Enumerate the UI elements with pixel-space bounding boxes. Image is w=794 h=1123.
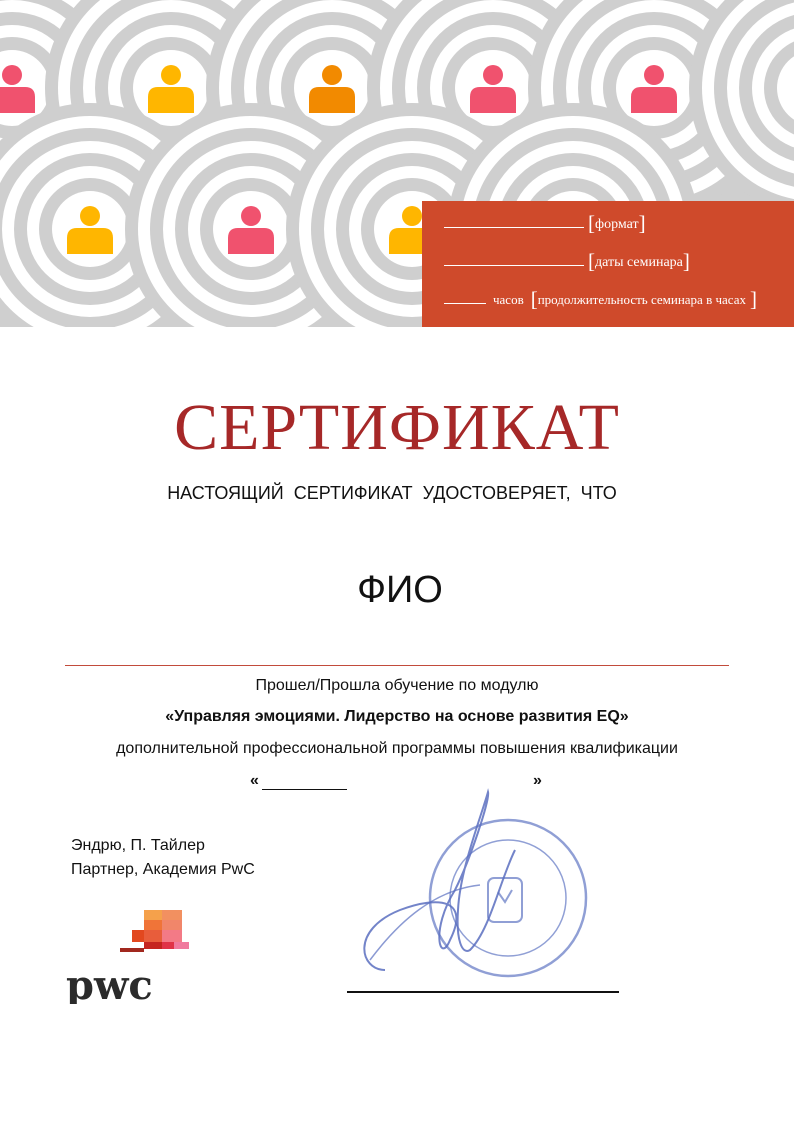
pwc-logo [66, 908, 191, 1009]
signature-line [347, 991, 619, 993]
certificate-title: СЕРТИФИКАТ [174, 391, 620, 464]
hours-label: часов [493, 292, 524, 307]
quote-open: « [250, 772, 259, 789]
signer-title: Партнер, Академия PwC [71, 861, 255, 878]
format-line: [формат] [444, 211, 646, 236]
hours-blank [444, 289, 486, 304]
signature-area [340, 780, 600, 995]
seminar-info-box [422, 201, 794, 327]
recipient-name: ФИО [357, 569, 443, 611]
stamp-seal [340, 780, 600, 990]
signature-scribble [364, 792, 515, 970]
program-text: дополнительной профессиональной программы повышения квалификации [116, 740, 678, 757]
divider [65, 665, 729, 666]
certificate-subtitle: НАСТОЯЩИЙ СЕРТИФИКАТ УДОСТОВЕРЯЕТ, ЧТО [167, 483, 617, 503]
dates-line: [даты семинара] [444, 249, 690, 274]
duration-placeholder: продолжительность семинара в часах [537, 292, 746, 307]
pwc-logo-mark [66, 908, 191, 1004]
duration-line: часов [продолжительность семинара в часах ] [444, 287, 757, 312]
format-placeholder: формат [595, 217, 639, 232]
dates-blank [444, 251, 584, 266]
format-blank [444, 213, 584, 228]
svg-text:pwc: pwc [66, 962, 153, 1004]
program-name-blank [262, 789, 347, 790]
completed-text: Прошел/Прошла обучение по модулю [255, 677, 539, 694]
header-banner [0, 0, 794, 327]
dates-placeholder: даты семинара [595, 255, 683, 270]
quote-close: » [533, 772, 542, 789]
module-title: «Управляя эмоциями. Лидерство на основе развития EQ» [165, 708, 629, 725]
signer-name: Эндрю, П. Тайлер [71, 837, 205, 854]
